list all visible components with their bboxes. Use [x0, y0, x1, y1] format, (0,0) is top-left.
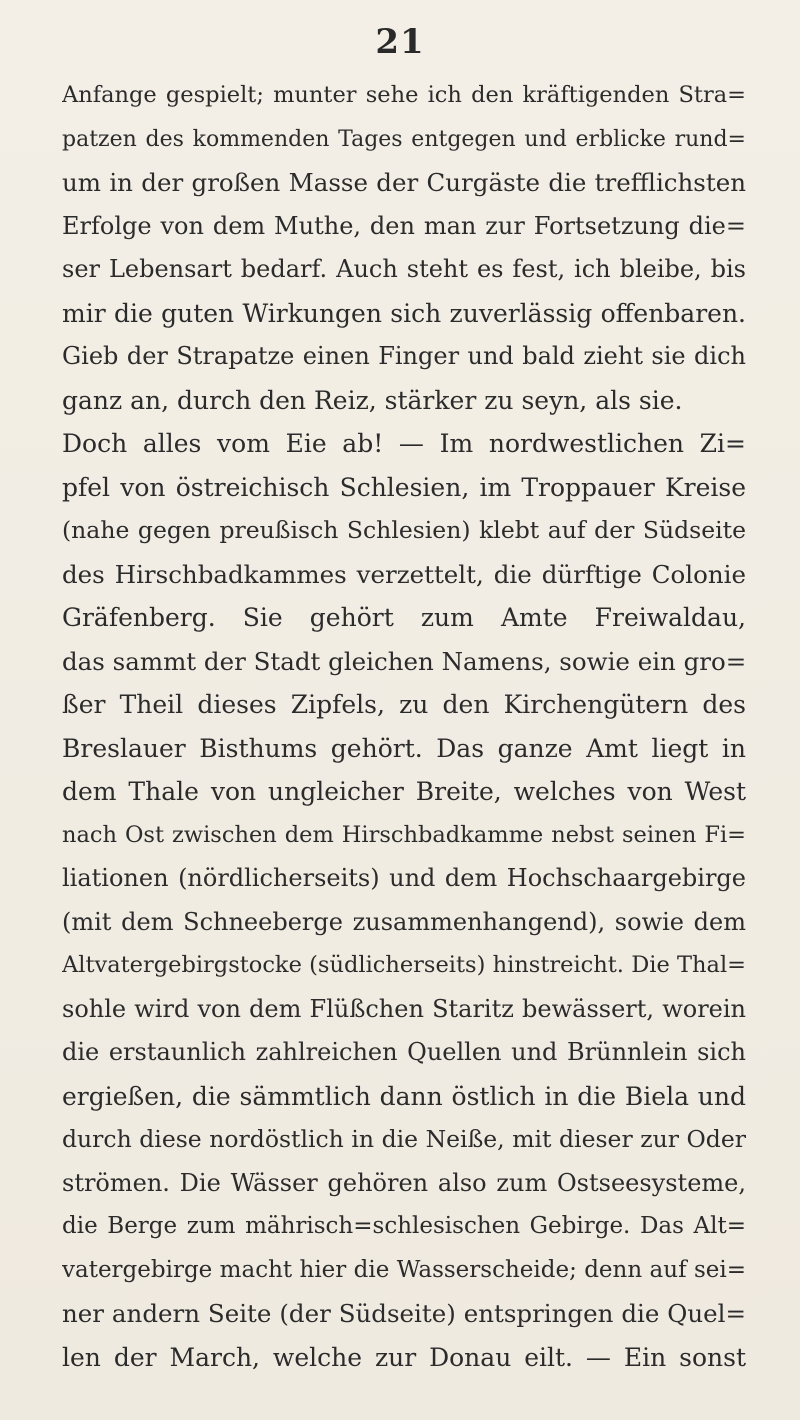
text-line: Erfolge von dem Muthe, den man zur Fortsetzung die=	[62, 211, 746, 240]
text-line: ßer Theil dieses Zipfels, zu den Kirchengütern des	[62, 690, 746, 719]
text-line: Gräfenberg. Sie gehört zum Amte Freiwaldau,	[62, 603, 746, 632]
text-line: sohle wird von dem Flüßchen Staritz bewässert, worein	[62, 994, 746, 1023]
text-line: vatergebirge macht hier die Wasserscheide; denn auf sei=	[62, 1256, 746, 1283]
text-line: ganz an, durch den Reiz, stärker zu seyn, als sie.	[62, 385, 683, 415]
text-line: liationen (nördlicherseits) und dem Hochschaargebirge	[62, 864, 746, 892]
text-line: mir die guten Wirkungen sich zuverlässig offenbaren.	[62, 298, 746, 328]
text-line: durch diese nordöstlich in die Neiße, mit dieser zur Oder	[62, 1125, 746, 1153]
text-line: pfel von östreichisch Schlesien, im Troppauer Kreise	[62, 472, 746, 502]
text-line: Doch alles vom Eie ab! — Im nordwestlichen Zi=	[62, 429, 746, 458]
text-line: Breslauer Bisthums gehört. Das ganze Amt liegt in	[62, 733, 746, 763]
page-number: 21	[375, 22, 425, 62]
text-line: nach Ost zwischen dem Hirschbadkamme nebst seinen Fi=	[62, 821, 746, 848]
text-line: die erstaunlich zahlreichen Quellen und Brünnlein sich	[62, 1038, 746, 1066]
text-line: um in der großen Masse der Curgäste die trefflichsten	[62, 168, 746, 197]
text-line: das sammt der Stadt gleichen Namens, sowie ein gro=	[62, 646, 746, 676]
text-line: des Hirschbadkammes verzettelt, die dürftige Colonie	[62, 559, 746, 589]
text-line: len der March, welche zur Donau eilt. — Ein sonst	[62, 1342, 746, 1372]
text-line: Gieb der Strapatze einen Finger und bald zieht sie dich	[62, 342, 746, 370]
text-line: dem Thale von ungleicher Breite, welches von West	[62, 777, 746, 806]
text-line: ergießen, die sämmtlich dann östlich in die Biela und	[62, 1081, 746, 1111]
text-line: (nahe gegen preußisch Schlesien) klebt auf der Südseite	[62, 516, 746, 544]
text-line: ner andern Seite (der Südseite) entspringen die Quel=	[62, 1299, 746, 1328]
text-line: (mit dem Schneeberge zusammenhangend), sowie dem	[62, 907, 746, 936]
body-text	[62, 74, 746, 1379]
text-line: ser Lebensart bedarf. Auch steht es fest, ich bleibe, bis	[62, 255, 746, 283]
text-line: strömen. Die Wässer gehören also zum Ostseesysteme,	[62, 1168, 746, 1197]
text-line: die Berge zum mährisch=schlesischen Gebirge. Das Alt=	[62, 1213, 746, 1239]
text-line: Altvatergebirgstocke (südlicherseits) hinstreicht. Die Thal=	[62, 952, 746, 978]
text-line: Anfange gespielt; munter sehe ich den kräftigenden Stra=	[62, 82, 746, 108]
text-line: patzen des kommenden Tages entgegen und erblicke rund=	[62, 126, 746, 152]
